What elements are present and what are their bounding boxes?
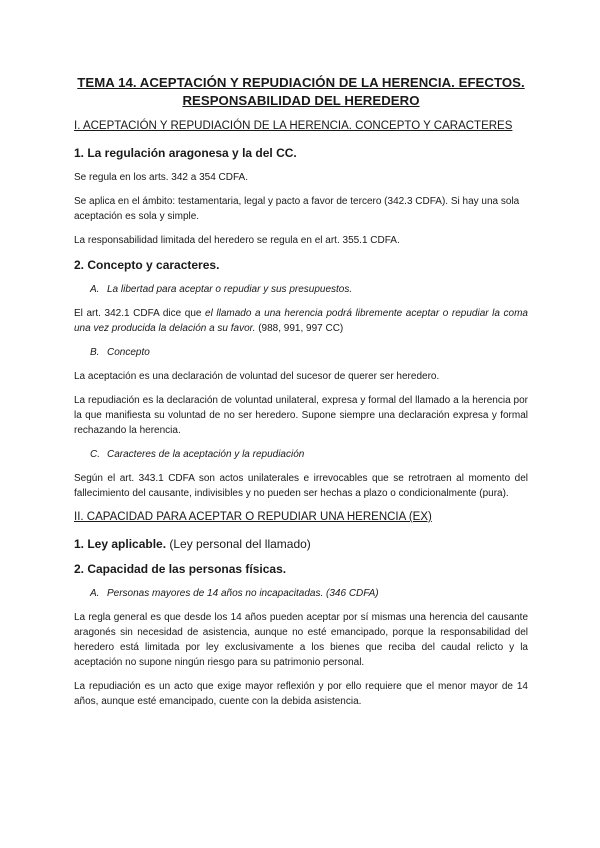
- paragraph-repudiacion: La repudiación es la declaración de voluntad unilateral, expresa y formal del llamado a la herencia por la que manifiesta su voluntad de no ser heredero. Supone siempre una declaración expresa y formal rechazando la herencia.: [74, 395, 528, 436]
- document-page: [74, 74, 528, 718]
- title-line-2: RESPONSABILIDAD DEL HEREDERO: [182, 93, 420, 108]
- subheading-letter: B.: [90, 347, 100, 358]
- paragraph-regulacion-arts: Se regula en los arts. 342 a 354 CDFA.: [74, 172, 248, 183]
- paragraph-repudiacion-menor: La repudiación es un acto que exige mayor reflexión y por ello requiere que el menor mayor de 14 años, aunque esté emancipado, cuente con la debida asistencia.: [74, 681, 528, 707]
- subheading-text: Caracteres de la aceptación y la repudiación: [107, 449, 305, 460]
- subheading-libertad: [90, 282, 528, 297]
- subheading-concepto: [90, 345, 528, 360]
- section-1-heading: I. ACEPTACIÓN Y REPUDIACIÓN DE LA HERENCIA. CONCEPTO Y CARACTERES: [74, 120, 513, 132]
- subheading-letter: A.: [90, 588, 100, 599]
- heading-capacidad: 2. Capacidad de las personas físicas.: [74, 562, 287, 576]
- heading-concepto-caracteres: 2. Concepto y caracteres.: [74, 258, 220, 272]
- heading-ley-aplicable: 1. Ley aplicable. (Ley personal del llamado): [74, 537, 311, 551]
- section-2-heading: II. CAPACIDAD PARA ACEPTAR O REPUDIAR UNA HERENCIA (EX): [74, 511, 432, 523]
- subheading-mayores-14: [90, 586, 528, 601]
- heading-regulacion: 1. La regulación aragonesa y la del CC.: [74, 146, 297, 160]
- paragraph-art-342: El art. 342.1 CDFA dice que el llamado a una herencia podrá libremente aceptar o repudiar la coma una vez producida la delación a su favor. (988, 991, 997 CC): [74, 308, 528, 334]
- paragraph-responsabilidad: La responsabilidad limitada del heredero se regula en el art. 355.1 CDFA.: [74, 235, 400, 246]
- subheading-text: La libertad para aceptar o repudiar y sus presupuestos.: [107, 284, 353, 295]
- subheading-letter: A.: [90, 284, 100, 295]
- quote-italic: el llamado a una herencia podrá libremente aceptar o repudiar la coma una vez producida la delación a su favor.: [74, 308, 528, 334]
- subheading-text: Personas mayores de 14 años no incapacitadas. (346 CDFA): [107, 588, 379, 599]
- paragraph-regla-general: La regla general es que desde los 14 años pueden aceptar por sí mismas una herencia del causante aragonés sin necesidad de asistencia, aunque no esté emancipado, porque la responsabilidad del heredero está limitada por ley exclusivamente a los bienes que reciba del caudal relicto y la aceptación no supone ningún riesgo para su patrimonio personal.: [74, 612, 528, 668]
- subheading-text: Concepto: [107, 347, 150, 358]
- title-line-1: TEMA 14. ACEPTACIÓN Y REPUDIACIÓN DE LA HERENCIA. EFECTOS.: [77, 75, 525, 90]
- subheading-caracteres: [90, 447, 528, 462]
- paragraph-aceptacion: La aceptación es una declaración de voluntad del sucesor de querer ser heredero.: [74, 371, 440, 382]
- paragraph-art-343: Según el art. 343.1 CDFA son actos unilaterales e irrevocables que se retrotraen al momento del fallecimiento del causante, indivisibles y no pueden ser hechas a plazo o condicionalmente (pura).: [74, 473, 528, 499]
- paragraph-ambito: Se aplica en el ámbito: testamentaria, legal y pacto a favor de tercero (342.3 CDFA). Si hay una sola aceptación es sola y simple.: [74, 196, 520, 222]
- document-title: [74, 74, 528, 110]
- subheading-letter: C.: [90, 449, 100, 460]
